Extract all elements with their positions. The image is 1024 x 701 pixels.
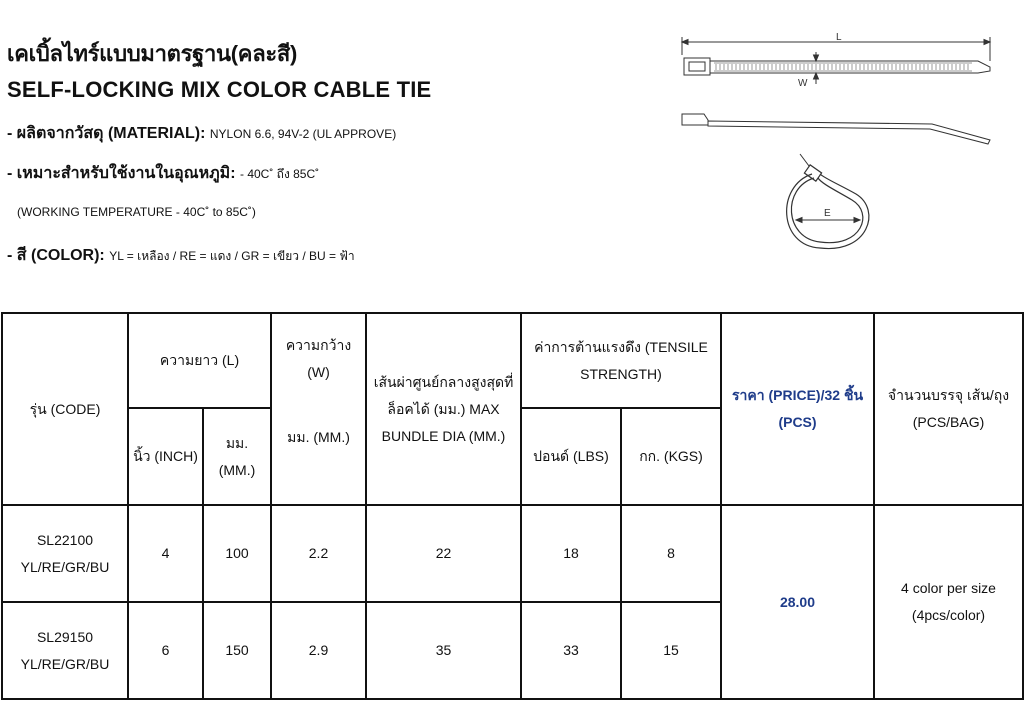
color-value: YL = เหลือง / RE = แดง / GR = เขียว / BU = ฟ้า (109, 249, 355, 263)
row-kgs: 8 (621, 505, 721, 602)
material-value: NYLON 6.6, 94V-2 (UL APPROVE) (209, 127, 397, 141)
row-bundle: 22 (366, 505, 521, 602)
diameter-label: E (824, 208, 831, 219)
table-row (2, 505, 1023, 602)
material-label: - ผลิตจากวัสดุ (MATERIAL): (7, 125, 206, 142)
header-inch: นิ้ว (INCH) (128, 408, 203, 505)
width-label: W (798, 78, 808, 89)
row-code-value: SL22100 (36, 531, 94, 548)
product-title-english: SELF-LOCKING MIX COLOR CABLE TIE (7, 77, 432, 102)
price-value: 28.00 (721, 505, 874, 699)
temperature-english: (WORKING TEMPERATURE - 40C˚ to 85C˚) (17, 205, 256, 219)
row-width: 2.2 (271, 505, 366, 602)
product-spec-table (1, 312, 1024, 700)
header-tensile: ค่าการต้านแรงดึง (TENSILE STRENGTH) (521, 313, 721, 408)
qty-value: 4 color per size (4pcs/color) (874, 505, 1023, 699)
color-spec (7, 243, 355, 268)
header-width-unit: มม. (MM.) (287, 429, 350, 445)
row-lbs: 18 (521, 505, 621, 602)
row-inch: 4 (128, 505, 203, 602)
header-width-label: ความกว้าง (W) (285, 337, 352, 380)
row-mm: 100 (203, 505, 271, 602)
row-code (2, 505, 128, 602)
temperature-spec (7, 161, 319, 186)
row-code-colors: YL/RE/GR/BU (20, 558, 110, 575)
header-length: ความยาว (L) (128, 313, 271, 408)
row-kgs: 15 (621, 602, 721, 699)
row-mm: 150 (203, 602, 271, 699)
header-mm: มม. (MM.) (203, 408, 271, 505)
header-kgs: กก. (KGS) (621, 408, 721, 505)
table-header-row (2, 313, 1023, 408)
row-bundle: 35 (366, 602, 521, 699)
row-code-colors: YL/RE/GR/BU (20, 655, 110, 672)
material-spec (7, 121, 396, 146)
header-price: ราคา (PRICE)/32 ชิ้น (PCS) (721, 313, 874, 505)
row-inch: 6 (128, 602, 203, 699)
header-lbs: ปอนด์ (LBS) (521, 408, 621, 505)
row-code-value: SL29150 (36, 628, 94, 645)
length-label: L (836, 32, 842, 43)
row-lbs: 33 (521, 602, 621, 699)
color-label: - สี (COLOR): (7, 247, 105, 264)
header-qty: จำนวนบรรจุ เส้น/ถุง (PCS/BAG) (874, 313, 1023, 505)
straight-tie-top-view (684, 58, 990, 75)
header-width (271, 313, 366, 505)
row-code (2, 602, 128, 699)
temperature-label: - เหมาะสำหรับใช้งานในอุณหภูมิ: (7, 165, 236, 182)
header-code: รุ่น (CODE) (2, 313, 128, 505)
looped-tie-view (787, 154, 869, 249)
straight-tie-side-view (682, 114, 990, 144)
cable-tie-diagram (672, 28, 1002, 268)
temperature-value: - 40C˚ ถึง 85C˚ (240, 167, 320, 181)
product-title-thai: เคเบิ้ลไทร์แบบมาตรฐาน(คละสี) (7, 41, 298, 66)
row-width: 2.9 (271, 602, 366, 699)
header-bundle-dia: เส้นผ่าศูนย์กลางสูงสุดที่ล็อคได้ (มม.) MAX BUNDLE DIA (MM.) (366, 313, 521, 505)
